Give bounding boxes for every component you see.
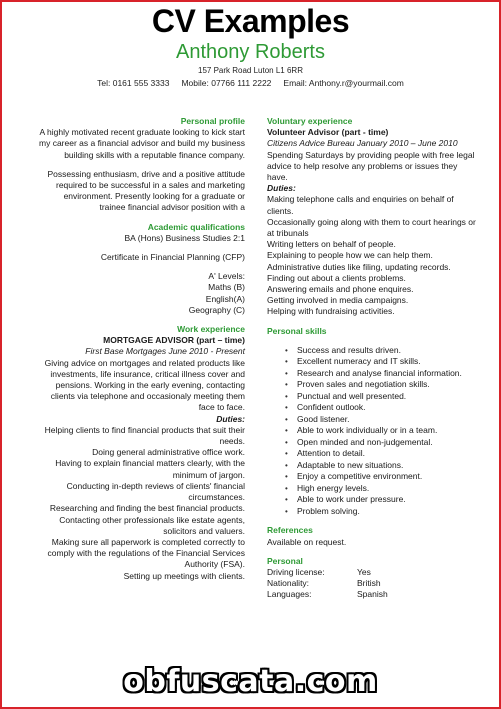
job-company: First Base Mortgages June 2010 - Present — [85, 346, 245, 357]
job-desc: Giving advice on mortgages and related products like investments, life insurance, critical illness cover and pensions. Working in the early evening, contacting clients via telephone and occasionaly meeting them face to face. — [44, 357, 245, 413]
right-duty: Helping with fundraising activities. — [267, 306, 395, 317]
vol-desc: Spending Saturdays by providing people with free legal advice to help resolve any problems or issues they have. — [267, 149, 475, 183]
cert: Certificate in Financial Planning (CFP) — [100, 252, 245, 263]
skill-item: • Problem solving. — [297, 506, 477, 518]
left-duty: Making sure all paperwork is completed correctly to comply with the regulations of the Financial Services Authority (FSA). — [47, 536, 245, 570]
vol-org: Citizens Advice Bureau January 2010 – June 2010 — [267, 138, 458, 149]
skill-item: • Open minded and non-judgemental. — [297, 437, 477, 449]
left-duty: Helping clients to find financial products that suit their needs. — [44, 424, 245, 447]
left-duty: Conducting in-depth reviews of clients' financial circumstances. — [66, 480, 245, 503]
personal-key: Nationality: — [267, 578, 310, 589]
maths: Maths (B) — [208, 282, 245, 293]
references-text: Available on request. — [267, 536, 347, 547]
right-duty: Explaining to people how we can help them. — [267, 250, 433, 261]
tel: Tel: 0161 555 3333 — [97, 78, 170, 88]
skill-item: • Able to work under pressure. — [297, 494, 477, 506]
left-duties-heading: Duties: — [216, 413, 245, 424]
skills-list — [267, 345, 477, 518]
right-duty: Occasionally going along with them to court hearings or at tribunals — [267, 216, 476, 239]
skill-item: • Proven sales and negotiation skills. — [297, 379, 477, 391]
skill-item: • High energy levels. — [297, 483, 477, 495]
skill-item: • Punctual and well presented. — [297, 391, 477, 403]
personal-value: Yes — [357, 566, 371, 577]
personal-heading: Personal — [267, 555, 303, 566]
skill-item: • Able to work individually or in a team. — [297, 425, 477, 437]
skills-heading: Personal skills — [267, 325, 327, 336]
email: Email: Anthony.r@yourmail.com — [283, 78, 404, 88]
skill-item: • Research and analyse financial information. — [297, 368, 477, 380]
right-duty: Administrative duties like filing, updating records. — [267, 261, 451, 272]
vol-heading: Voluntary experience — [267, 116, 353, 126]
job-title: MORTGAGE ADVISOR (part – time) — [103, 335, 245, 346]
alevels: A' Levels: — [208, 271, 245, 282]
personal-row — [267, 567, 477, 578]
personal-key: Driving license: — [267, 566, 325, 577]
ba-degree: BA (Hons) Business Studies 2:1 — [124, 232, 245, 243]
profile-heading: Personal profile — [180, 116, 245, 126]
profile-p1: A highly motivated recent graduate looking to kick start my career as a financial advisor and build my business building skills with a reputable finance company. — [39, 127, 245, 160]
banner-title: CV Examples — [151, 3, 350, 39]
skill-item: • Confident outlook. — [297, 402, 477, 414]
address: 157 Park Road Luton L1 6RR — [198, 66, 303, 75]
personal-row — [267, 589, 477, 600]
right-duty: Finding out about a clients problems. — [267, 272, 406, 283]
right-duty: Making telephone calls and enquiries on behalf of clients. — [267, 194, 454, 216]
right-duty: Writing letters on behalf of people. — [267, 239, 396, 250]
personal-value: Spanish — [357, 589, 388, 600]
watermark: obfuscata.com — [123, 664, 378, 699]
english: English(A) — [205, 293, 245, 304]
skill-item: • Success and results driven. — [297, 345, 477, 357]
personal-row — [267, 578, 477, 589]
left-duty: Setting up meetings with clients. — [123, 570, 245, 581]
left-column — [38, 116, 245, 582]
vol-title: Volunteer Advisor (part - time) — [267, 127, 389, 138]
skill-item: • Good listener. — [297, 414, 477, 426]
work-heading: Work experience — [177, 324, 245, 335]
profile-p2: Possessing enthusiasm, drive and a positive attitude required to be successful in a sales and marketing environment. Presently looking for a graduate or trainee financial advisor position with a — [47, 168, 245, 213]
left-duty: Contacting other professionals like estate agents, solicitors and valuers. — [59, 514, 245, 536]
left-duty: Doing general administrative office work. — [92, 447, 245, 458]
right-duties-heading: Duties: — [267, 183, 296, 194]
skill-item: • Attention to detail. — [297, 448, 477, 460]
references-heading: References — [267, 525, 313, 536]
personal-value: British — [357, 578, 381, 589]
personal-key: Languages: — [267, 589, 312, 600]
right-duty: Answering emails and phone enquires. — [267, 284, 414, 295]
left-duty: Researching and finding the best financial products. — [49, 503, 245, 514]
skill-item: • Enjoy a competitive environment. — [297, 471, 477, 483]
geography: Geography (C) — [188, 304, 245, 315]
skill-item: • Adaptable to new situations. — [297, 460, 477, 472]
right-column — [267, 116, 477, 601]
candidate-name: Anthony Roberts — [176, 41, 325, 63]
right-duty: Getting involved in media campaigns. — [267, 295, 409, 306]
left-duty: Having to explain financial matters clearly, with the minimum of jargon. — [55, 458, 245, 480]
mobile: Mobile: 07766 111 2222 — [181, 78, 272, 88]
academic-heading: Academic qualifications — [147, 221, 245, 232]
skill-item: • Excellent numeracy and IT skills. — [297, 356, 477, 368]
contact-line — [2, 78, 499, 89]
